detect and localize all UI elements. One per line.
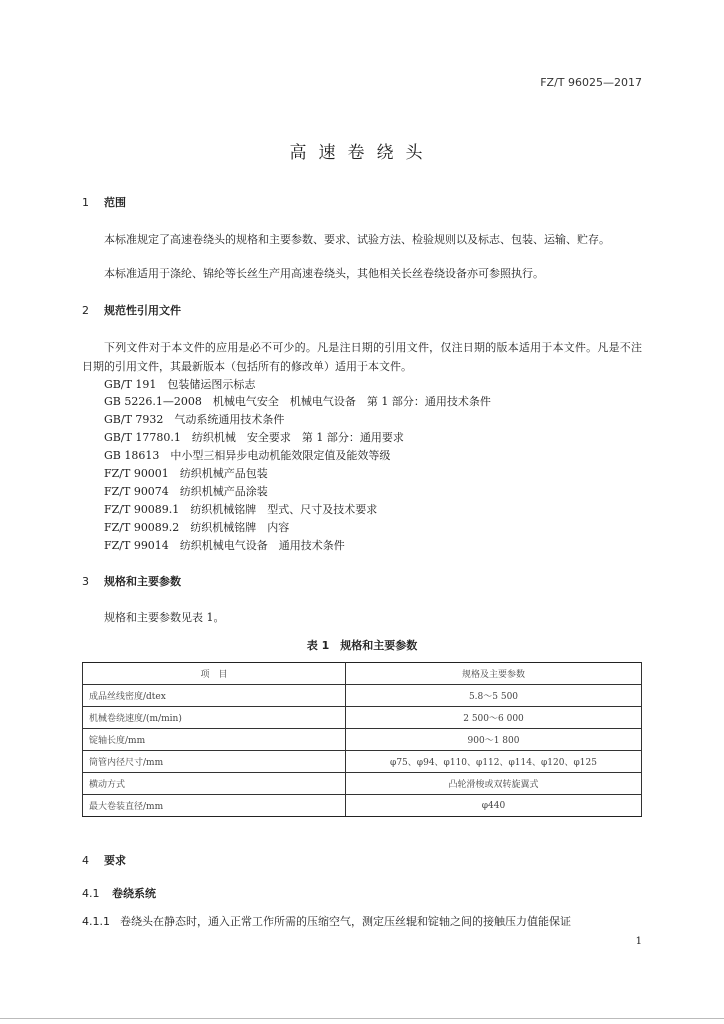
section-number: 1 bbox=[82, 196, 89, 209]
page-number: 1 bbox=[635, 936, 642, 947]
table-row bbox=[83, 773, 642, 795]
section-number: 4 bbox=[82, 854, 89, 867]
table-title: 表 1 规格和主要参数 bbox=[306, 639, 418, 652]
reference-item: GB/T 17780.1 纺织机械 安全要求 第 1 部分：通用要求 bbox=[104, 431, 404, 444]
table-cell: 筒管内径尺寸/mm bbox=[83, 751, 346, 773]
table-row bbox=[83, 751, 642, 773]
table-cell: 成品丝线密度/dtex bbox=[83, 685, 346, 707]
section-3-heading bbox=[82, 573, 181, 589]
reference-item: GB/T 191 包装储运图示标志 bbox=[104, 378, 256, 391]
table-cell: 横动方式 bbox=[83, 773, 346, 795]
table-cell: 锭轴长度/mm bbox=[83, 729, 346, 751]
table-cell: 最大卷装直径/mm bbox=[83, 795, 346, 817]
section-title: 范围 bbox=[104, 196, 126, 209]
section-1-paragraph-1: 本标准规定了高速卷绕头的规格和主要参数、要求、试验方法、检验规则以及标志、包装、运输、贮存。 bbox=[104, 233, 610, 246]
page-bottom-divider bbox=[0, 1018, 724, 1019]
section-1-heading bbox=[82, 194, 126, 210]
section-3-paragraph-1: 规格和主要参数见表 1。 bbox=[104, 611, 225, 624]
clause-text: 卷绕头在静态时，通入正常工作所需的压缩空气，测定压丝辊和锭轴之间的接触压力值能保证 bbox=[120, 915, 571, 928]
table-header: 规格及主要参数 bbox=[346, 663, 642, 685]
section-2-heading bbox=[82, 302, 181, 318]
table-cell: 2 500～6 000 bbox=[346, 707, 642, 729]
section-number: 4.1 bbox=[82, 887, 100, 900]
section-number: 3 bbox=[82, 575, 89, 588]
section-2-paragraph-1: 下列文件对于本文件的应用是必不可少的。凡是注日期的引用文件，仅注日期的版本适用于本文件。凡是不注日期的引用文件，其最新版本（包括所有的修改单）适用于本文件。 bbox=[82, 341, 642, 373]
section-title: 规格和主要参数 bbox=[104, 575, 181, 588]
table-cell: φ440 bbox=[346, 795, 642, 817]
section-title: 规范性引用文件 bbox=[104, 304, 181, 317]
document-title: 高速卷绕头 bbox=[289, 143, 435, 163]
clause-4-1-1 bbox=[82, 912, 642, 931]
section-number: 2 bbox=[82, 304, 89, 317]
section-title: 要求 bbox=[104, 854, 126, 867]
table-cell: φ75、φ94、φ110、φ112、φ114、φ120、φ125 bbox=[346, 751, 642, 773]
reference-item: FZ/T 90089.2 纺织机械铭牌 内容 bbox=[104, 521, 290, 534]
table-cell: 机械卷绕速度/(m/min) bbox=[83, 707, 346, 729]
table-row bbox=[83, 795, 642, 817]
table-row bbox=[83, 729, 642, 751]
spec-table bbox=[82, 662, 642, 817]
reference-item: FZ/T 90089.1 纺织机械铭牌 型式、尺寸及技术要求 bbox=[104, 503, 378, 516]
section-4-heading bbox=[82, 852, 126, 868]
table-cell: 凸轮滑梭或双转旋翼式 bbox=[346, 773, 642, 795]
standard-number: FZ/T 96025—2017 bbox=[540, 76, 642, 89]
reference-item: FZ/T 90001 纺织机械产品包装 bbox=[104, 467, 268, 480]
reference-item: GB 18613 中小型三相异步电动机能效限定值及能效等级 bbox=[104, 449, 391, 462]
table-row bbox=[83, 707, 642, 729]
section-title: 卷绕系统 bbox=[112, 887, 156, 900]
reference-item: GB/T 7932 气动系统通用技术条件 bbox=[104, 413, 285, 426]
table-header-row bbox=[83, 663, 642, 685]
table-row bbox=[83, 685, 642, 707]
section-1-paragraph-2: 本标准适用于涤纶、锦纶等长丝生产用高速卷绕头，其他相关长丝卷绕设备亦可参照执行。 bbox=[104, 267, 544, 280]
table-header: 项 目 bbox=[83, 663, 346, 685]
reference-item: FZ/T 90074 纺织机械产品涂装 bbox=[104, 485, 268, 498]
reference-item: GB 5226.1—2008 机械电气安全 机械电气设备 第 1 部分：通用技术条件 bbox=[104, 395, 491, 408]
subsection-4-1-heading bbox=[82, 885, 156, 901]
clause-number: 4.1.1 bbox=[82, 915, 110, 928]
reference-item: FZ/T 99014 纺织机械电气设备 通用技术条件 bbox=[104, 539, 345, 552]
table-cell: 900～1 800 bbox=[346, 729, 642, 751]
table-cell: 5.8～5 500 bbox=[346, 685, 642, 707]
